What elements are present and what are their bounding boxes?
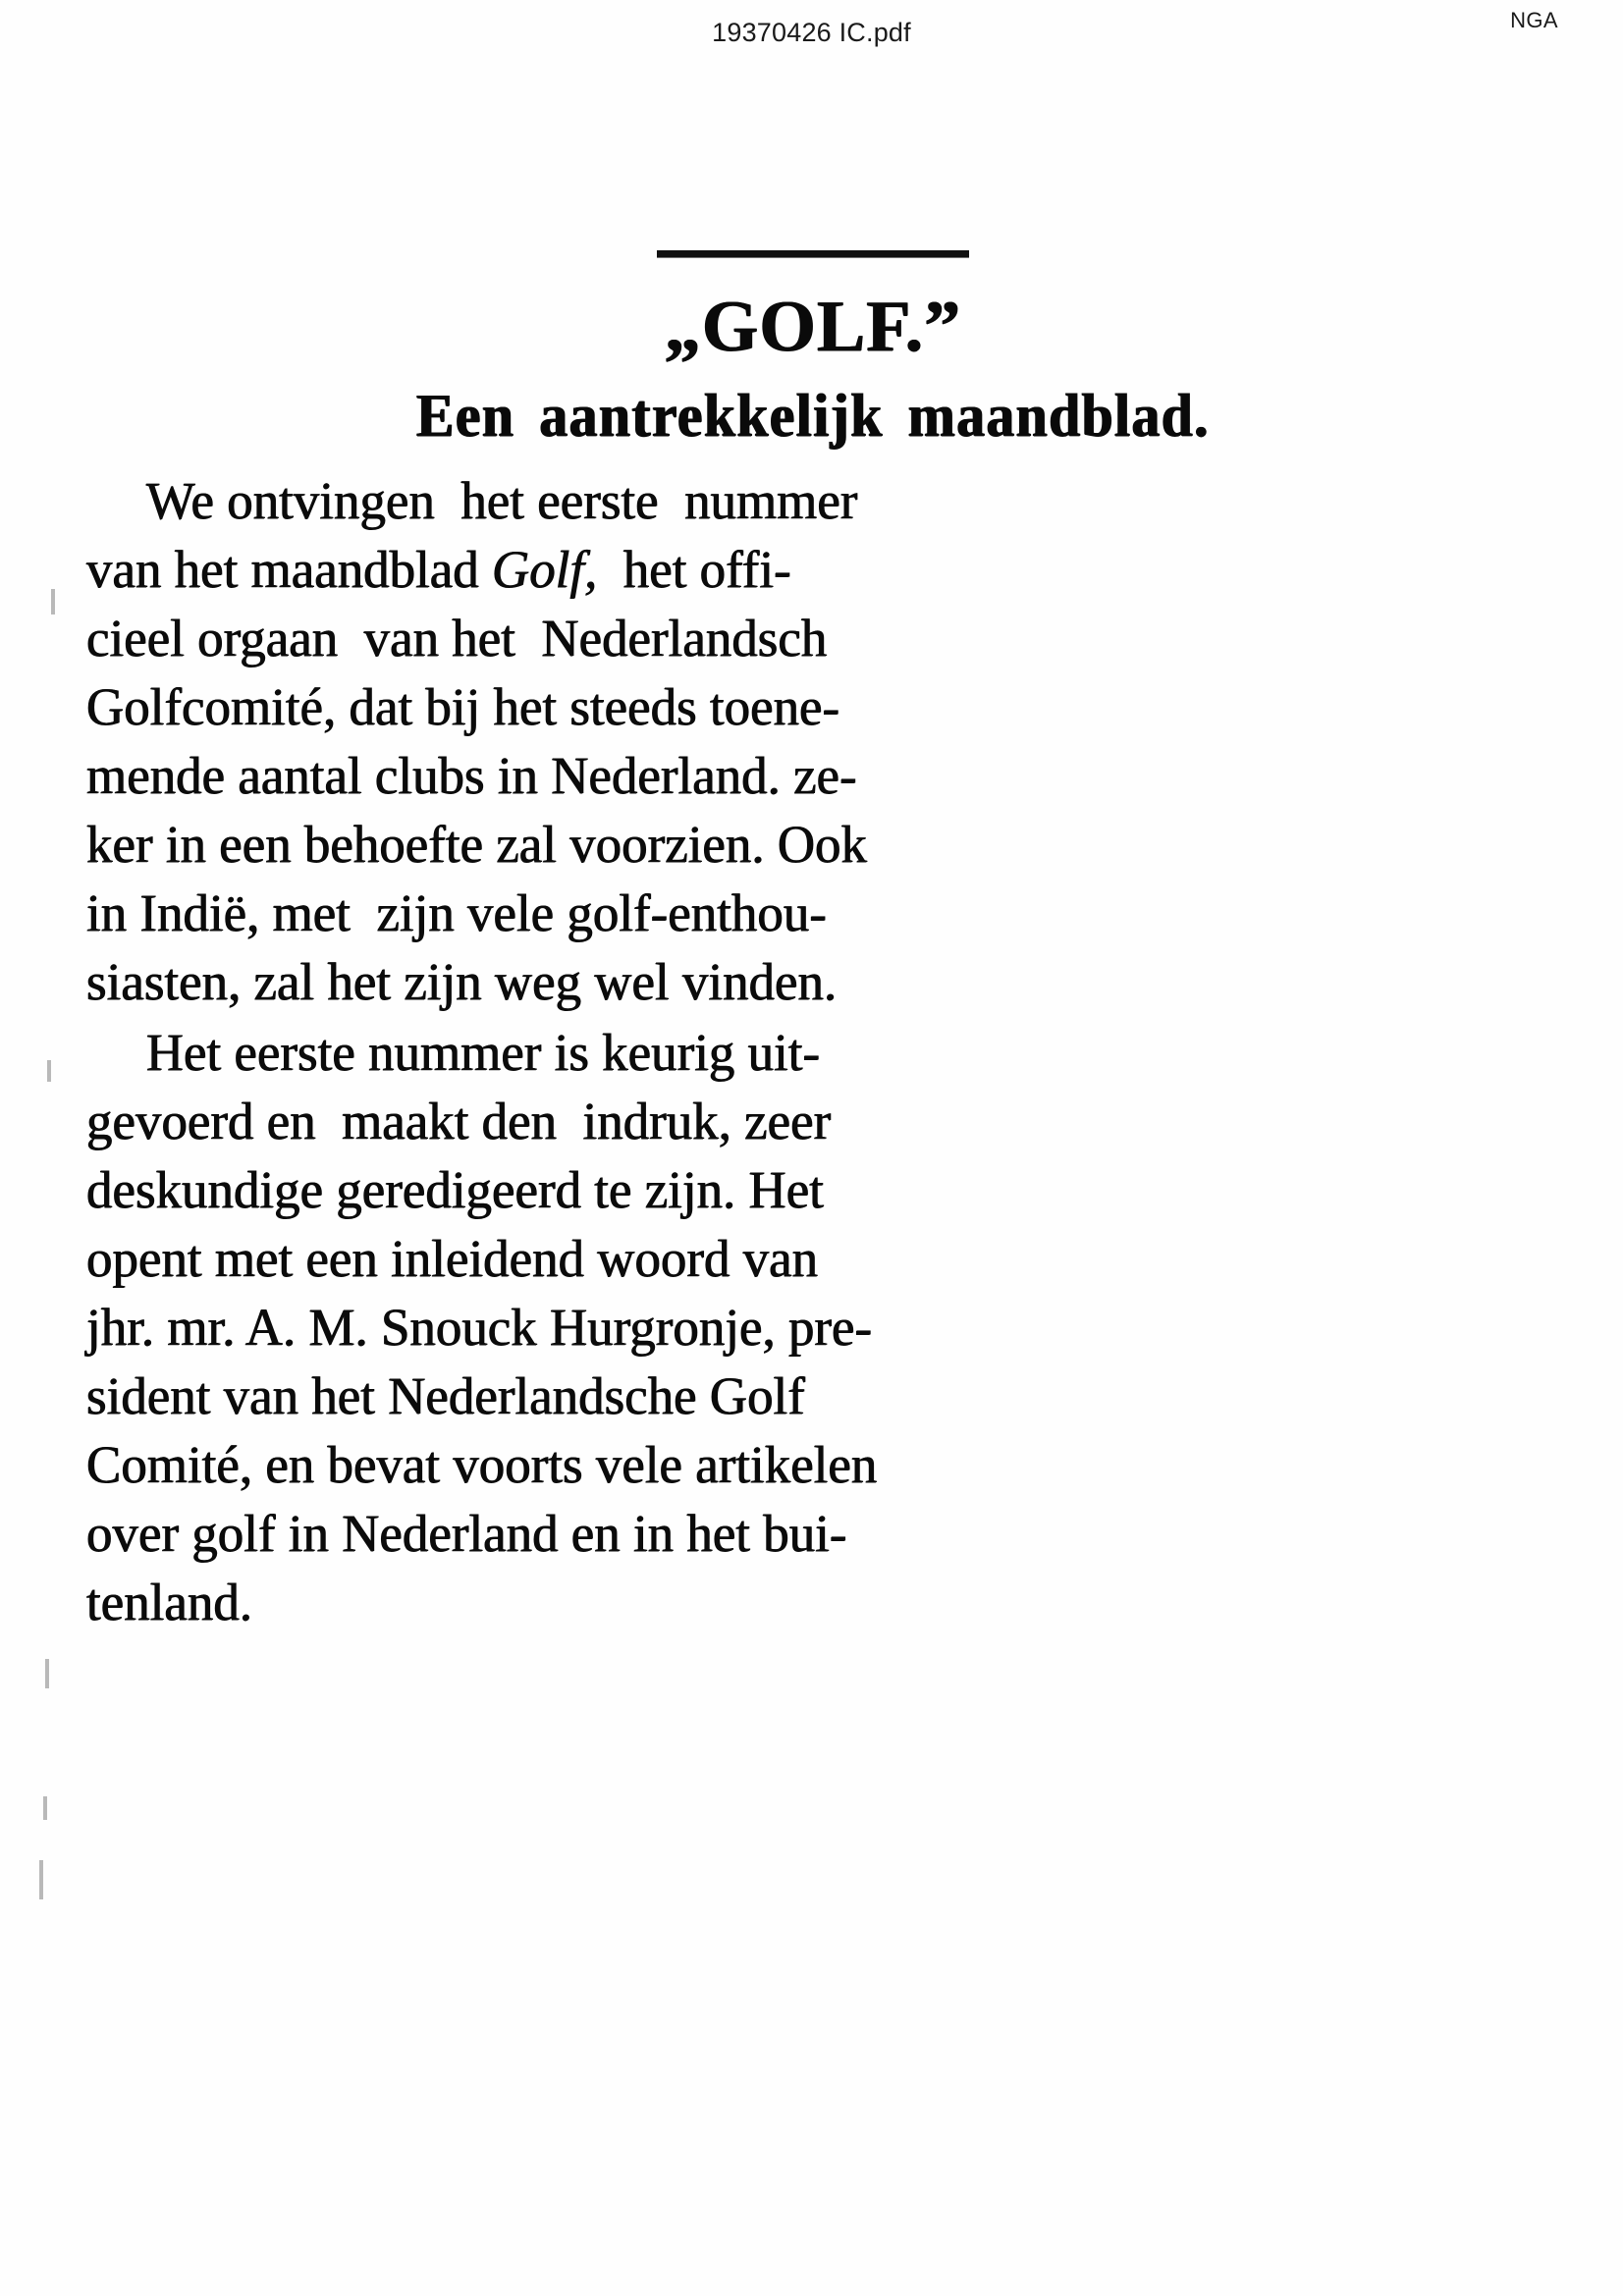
article-body xyxy=(86,466,1540,1636)
text-line: sident van het Nederlandsche Golf xyxy=(86,1366,805,1426)
line-text-tail: het offi- xyxy=(597,540,791,600)
text-line: cieel orgaan van het Nederlandsch xyxy=(86,609,828,668)
text-line: opent met een inleidend woord van xyxy=(86,1229,819,1289)
page-title: „GOLF.” xyxy=(664,287,962,367)
text-line: gevoerd en maakt den indruk, zeer xyxy=(86,1092,832,1151)
line-text: van het maandblad xyxy=(86,540,492,600)
scan-speckle xyxy=(47,1060,51,1082)
text-line: in Indië, met zijn vele golf-enthou- xyxy=(86,883,827,943)
text-line: We ontvingen het eerste nummer xyxy=(145,471,858,531)
paragraph-2 xyxy=(86,1018,1540,1636)
paragraph-1 xyxy=(86,466,1540,1016)
scan-speckle xyxy=(43,1796,47,1820)
text-line: ker in een behoefte zal voorzien. Ook xyxy=(86,815,867,875)
article-subtitle: Een aantrekkelijk maandblad. xyxy=(416,383,1210,450)
scan-filename-label: 19370426 IC.pdf xyxy=(712,18,911,47)
headline-rule-container xyxy=(86,250,1540,291)
scan-speckle xyxy=(39,1860,43,1899)
scan-header xyxy=(0,0,1623,69)
horizontal-rule xyxy=(657,250,969,257)
text-line: over golf in Nederland en in het bui- xyxy=(86,1504,847,1564)
magazine-title-italic: Golf, xyxy=(491,540,598,600)
text-line: jhr. mr. A. M. Snouck Hurgronje, pre- xyxy=(86,1298,873,1358)
text-line: tenland. xyxy=(86,1573,253,1632)
text-line: deskundige geredigeerd te zijn. Het xyxy=(86,1160,824,1220)
text-line: siasten, zal het zijn weg wel vinden. xyxy=(86,952,838,1012)
text-line: Comité, en bevat voorts vele artikelen xyxy=(86,1435,878,1495)
text-line: Golfcomité, dat bij het steeds toene- xyxy=(86,677,840,737)
text-line xyxy=(86,535,1510,604)
text-line: mende aantal clubs in Nederland. ze- xyxy=(86,746,857,806)
text-line: Het eerste nummer is keurig uit- xyxy=(145,1023,821,1083)
archive-tag-label: NGA xyxy=(1510,8,1558,32)
scan-speckle xyxy=(45,1659,49,1688)
newspaper-clipping xyxy=(86,250,1540,1636)
scan-speckle xyxy=(51,589,55,614)
